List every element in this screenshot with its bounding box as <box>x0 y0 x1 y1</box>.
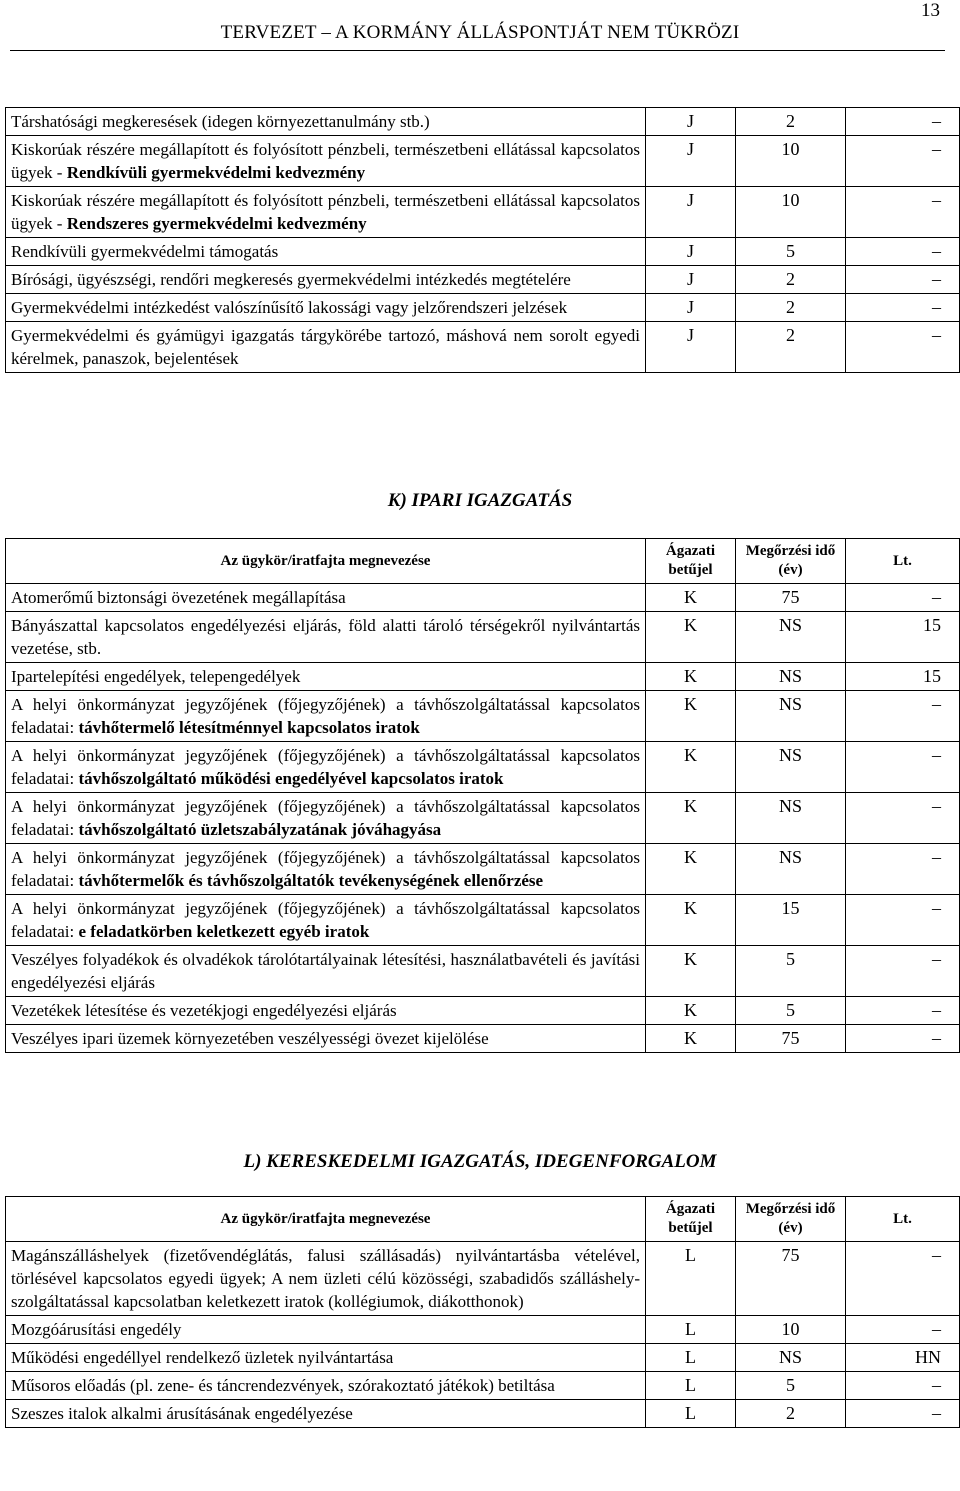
retention-period: 2 <box>736 322 846 373</box>
retention-period: 75 <box>736 1242 846 1316</box>
retention-period: 2 <box>736 1400 846 1428</box>
table-row <box>6 1372 960 1400</box>
sector-code: K <box>646 742 736 793</box>
row-description <box>6 136 646 187</box>
table-row <box>6 1025 960 1053</box>
description-emphasis: távhőtermelő létesítménnyel kapcsolatos iratok <box>78 718 420 737</box>
archive-transfer: – <box>846 946 960 997</box>
description-text: Bírósági, ügyészségi, rendőri megkeresés gyermekvédelmi intézkedés megtételére <box>11 270 571 289</box>
retention-period: 5 <box>736 997 846 1025</box>
sector-code: J <box>646 238 736 266</box>
archive-transfer: – <box>846 1025 960 1053</box>
table-industrial-administration <box>5 538 960 1053</box>
sector-code: K <box>646 844 736 895</box>
retention-period: NS <box>736 691 846 742</box>
archive-transfer: – <box>846 1242 960 1316</box>
sector-code: K <box>646 793 736 844</box>
retention-period: 10 <box>736 187 846 238</box>
header-lt: Lt. <box>846 1197 960 1242</box>
table-child-protection <box>5 107 960 373</box>
description-text: A helyi önkormányzat jegyzőjének (főjegyzőjének) a távhőszolgáltatással kapcsolatos feladatai: <box>11 848 640 890</box>
sector-code: K <box>646 946 736 997</box>
retention-period: 5 <box>736 238 846 266</box>
section-l-title: L) KERESKEDELMI IGAZGATÁS, IDEGENFORGALOM <box>243 1151 717 1172</box>
row-description <box>6 108 646 136</box>
table-row <box>6 742 960 793</box>
page-header: TERVEZET – A KORMÁNY ÁLLÁSPONTJÁT NEM TÜKRÖZI <box>220 22 740 43</box>
archive-transfer: – <box>846 793 960 844</box>
archive-transfer: – <box>846 108 960 136</box>
description-text: Bányászattal kapcsolatos engedélyezési eljárás, föld alatti tároló térségekről nyilvántartás vezetése, stb. <box>11 616 640 658</box>
table-row <box>6 584 960 612</box>
archive-transfer: – <box>846 136 960 187</box>
sector-code: K <box>646 691 736 742</box>
row-description <box>6 1316 646 1344</box>
sector-code: L <box>646 1372 736 1400</box>
row-description <box>6 997 646 1025</box>
header-retention: Megőrzési idő (év) <box>736 1197 846 1242</box>
archive-transfer: – <box>846 1316 960 1344</box>
description-text: Rendkívüli gyermekvédelmi támogatás <box>11 242 279 261</box>
retention-period: 75 <box>736 1025 846 1053</box>
table-header-row <box>6 539 960 584</box>
table-row <box>6 136 960 187</box>
description-emphasis: távhőszolgáltató működési engedélyével kapcsolatos iratok <box>78 769 504 788</box>
retention-period: 2 <box>736 108 846 136</box>
row-description <box>6 663 646 691</box>
sector-code: J <box>646 266 736 294</box>
archive-transfer: – <box>846 238 960 266</box>
section-k-title: K) IPARI IGAZGATÁS <box>387 490 573 511</box>
table-row <box>6 895 960 946</box>
retention-period: 75 <box>736 584 846 612</box>
description-text: Kiskorúak részére megállapított és folyósított pénzbeli, természetbeni ellátással kapcsolatos ügyek - <box>11 191 640 233</box>
row-description <box>6 1344 646 1372</box>
row-description <box>6 238 646 266</box>
row-description <box>6 742 646 793</box>
description-emphasis: Rendkívüli gyermekvédelmi kedvezmény <box>66 163 366 182</box>
archive-transfer: – <box>846 294 960 322</box>
description-text: Mozgóárusítási engedély <box>11 1320 182 1339</box>
archive-transfer: – <box>846 895 960 946</box>
sector-code: K <box>646 895 736 946</box>
row-description <box>6 266 646 294</box>
header-retention: Megőrzési idő (év) <box>736 539 846 584</box>
table-row <box>6 1316 960 1344</box>
table-row <box>6 612 960 663</box>
row-description <box>6 1400 646 1428</box>
sector-code: J <box>646 187 736 238</box>
table-header-row <box>6 1197 960 1242</box>
description-text: Gyermekvédelmi és gyámügyi igazgatás tárgykörébe tartozó, máshová nem sorolt egyedi kérelmek, panaszok, bejelentések <box>11 326 640 368</box>
table-row <box>6 238 960 266</box>
sector-code: K <box>646 584 736 612</box>
table-row <box>6 844 960 895</box>
retention-period: 15 <box>736 895 846 946</box>
table-row <box>6 793 960 844</box>
description-emphasis: e feladatkörben keletkezett egyéb iratok <box>78 922 370 941</box>
table-row <box>6 187 960 238</box>
sector-code: K <box>646 997 736 1025</box>
row-description <box>6 691 646 742</box>
retention-period: NS <box>736 663 846 691</box>
retention-period: 10 <box>736 1316 846 1344</box>
row-description <box>6 294 646 322</box>
description-text: Vezetékek létesítése és vezetékjogi engedélyezési eljárás <box>11 1001 397 1020</box>
archive-transfer: – <box>846 997 960 1025</box>
table-row <box>6 997 960 1025</box>
sector-code: J <box>646 294 736 322</box>
row-description <box>6 793 646 844</box>
description-text: A helyi önkormányzat jegyzőjének (főjegyzőjének) a távhőszolgáltatással kapcsolatos feladatai: <box>11 797 640 839</box>
retention-period: 2 <box>736 294 846 322</box>
retention-period: 10 <box>736 136 846 187</box>
table-row <box>6 1242 960 1316</box>
table-row <box>6 322 960 373</box>
sector-code: L <box>646 1400 736 1428</box>
header-name: Az ügykör/iratfajta megnevezése <box>6 539 646 584</box>
description-text: Kiskorúak részére megállapított és folyósított pénzbeli, természetbeni ellátással kapcsolatos ügyek - <box>11 140 640 182</box>
description-text: A helyi önkormányzat jegyzőjének (főjegyzőjének) a távhőszolgáltatással kapcsolatos feladatai: <box>11 746 640 788</box>
row-description <box>6 612 646 663</box>
archive-transfer: HN <box>846 1344 960 1372</box>
page-number: 13 <box>921 0 940 21</box>
retention-period: 5 <box>736 1372 846 1400</box>
archive-transfer: – <box>846 322 960 373</box>
sector-code: K <box>646 1025 736 1053</box>
description-text: Működési engedéllyel rendelkező üzletek nyilvántartása <box>11 1348 394 1367</box>
archive-transfer: 15 <box>846 612 960 663</box>
archive-transfer: – <box>846 584 960 612</box>
row-description <box>6 895 646 946</box>
table-row <box>6 1400 960 1428</box>
table-row <box>6 108 960 136</box>
header-name: Az ügykör/iratfajta megnevezése <box>6 1197 646 1242</box>
sector-code: J <box>646 136 736 187</box>
table-row <box>6 691 960 742</box>
table-row <box>6 946 960 997</box>
description-text: Műsoros előadás (pl. zene- és táncrendezvények, szórakoztató játékok) betiltása <box>11 1376 555 1395</box>
header-code: Ágazati betűjel <box>646 539 736 584</box>
row-description <box>6 187 646 238</box>
description-emphasis: távhőszolgáltató üzletszabályzatának jóváhagyása <box>78 820 442 839</box>
archive-transfer: – <box>846 844 960 895</box>
row-description <box>6 946 646 997</box>
retention-period: NS <box>736 793 846 844</box>
row-description <box>6 584 646 612</box>
archive-transfer: – <box>846 742 960 793</box>
header-rule <box>10 50 945 51</box>
sector-code: K <box>646 663 736 691</box>
row-description <box>6 1242 646 1316</box>
sector-code: L <box>646 1344 736 1372</box>
sector-code: K <box>646 612 736 663</box>
description-text: Magánszálláshelyek (fizetővendéglátás, falusi szállásadás) nyilvántartásba vételével, törlésével kapcsolatos egyedi ügyek; A nem üzleti célú közösségi, szabadidős szálláshely-szolgáltatással kapcsolatban keletkezett iratok (kollégiumok, diákotthonok) <box>11 1246 640 1311</box>
table-row <box>6 663 960 691</box>
archive-transfer: – <box>846 1400 960 1428</box>
archive-transfer: 15 <box>846 663 960 691</box>
retention-period: NS <box>736 742 846 793</box>
archive-transfer: – <box>846 691 960 742</box>
sector-code: L <box>646 1316 736 1344</box>
archive-transfer: – <box>846 266 960 294</box>
description-text: Társhatósági megkeresések (idegen környezettanulmány stb.) <box>11 112 430 131</box>
description-text: Atomerőmű biztonsági övezetének megállapítása <box>11 588 346 607</box>
table-commerce-tourism <box>5 1196 960 1428</box>
row-description <box>6 1025 646 1053</box>
description-text: Veszélyes folyadékok és olvadékok tárolótartályainak létesítési, használatbavételi és javítási engedélyezési eljárás <box>11 950 640 992</box>
table-row <box>6 1344 960 1372</box>
header-code: Ágazati betűjel <box>646 1197 736 1242</box>
archive-transfer: – <box>846 187 960 238</box>
table-row <box>6 294 960 322</box>
description-text: Veszélyes ipari üzemek környezetében veszélyességi övezet kijelölése <box>11 1029 489 1048</box>
description-text: Szeszes italok alkalmi árusításának engedélyezése <box>11 1404 353 1423</box>
retention-period: NS <box>736 844 846 895</box>
sector-code: J <box>646 322 736 373</box>
description-text: A helyi önkormányzat jegyzőjének (főjegyzőjének) a távhőszolgáltatással kapcsolatos feladatai: <box>11 695 640 737</box>
header-lt: Lt. <box>846 539 960 584</box>
retention-period: 2 <box>736 266 846 294</box>
description-text: Ipartelepítési engedélyek, telepengedélyek <box>11 667 301 686</box>
retention-period: 5 <box>736 946 846 997</box>
retention-period: NS <box>736 1344 846 1372</box>
description-text: A helyi önkormányzat jegyzőjének (főjegyzőjének) a távhőszolgáltatással kapcsolatos feladatai: <box>11 899 640 941</box>
sector-code: J <box>646 108 736 136</box>
sector-code: L <box>646 1242 736 1316</box>
description-emphasis: távhőtermelők és távhőszolgáltatók tevékenységének ellenőrzése <box>78 871 544 890</box>
row-description <box>6 844 646 895</box>
table-row <box>6 266 960 294</box>
row-description <box>6 1372 646 1400</box>
row-description <box>6 322 646 373</box>
description-emphasis: Rendszeres gyermekvédelmi kedvezmény <box>66 214 367 233</box>
archive-transfer: – <box>846 1372 960 1400</box>
retention-period: NS <box>736 612 846 663</box>
description-text: Gyermekvédelmi intézkedést valószínűsítő lakossági vagy jelzőrendszeri jelzések <box>11 298 568 317</box>
